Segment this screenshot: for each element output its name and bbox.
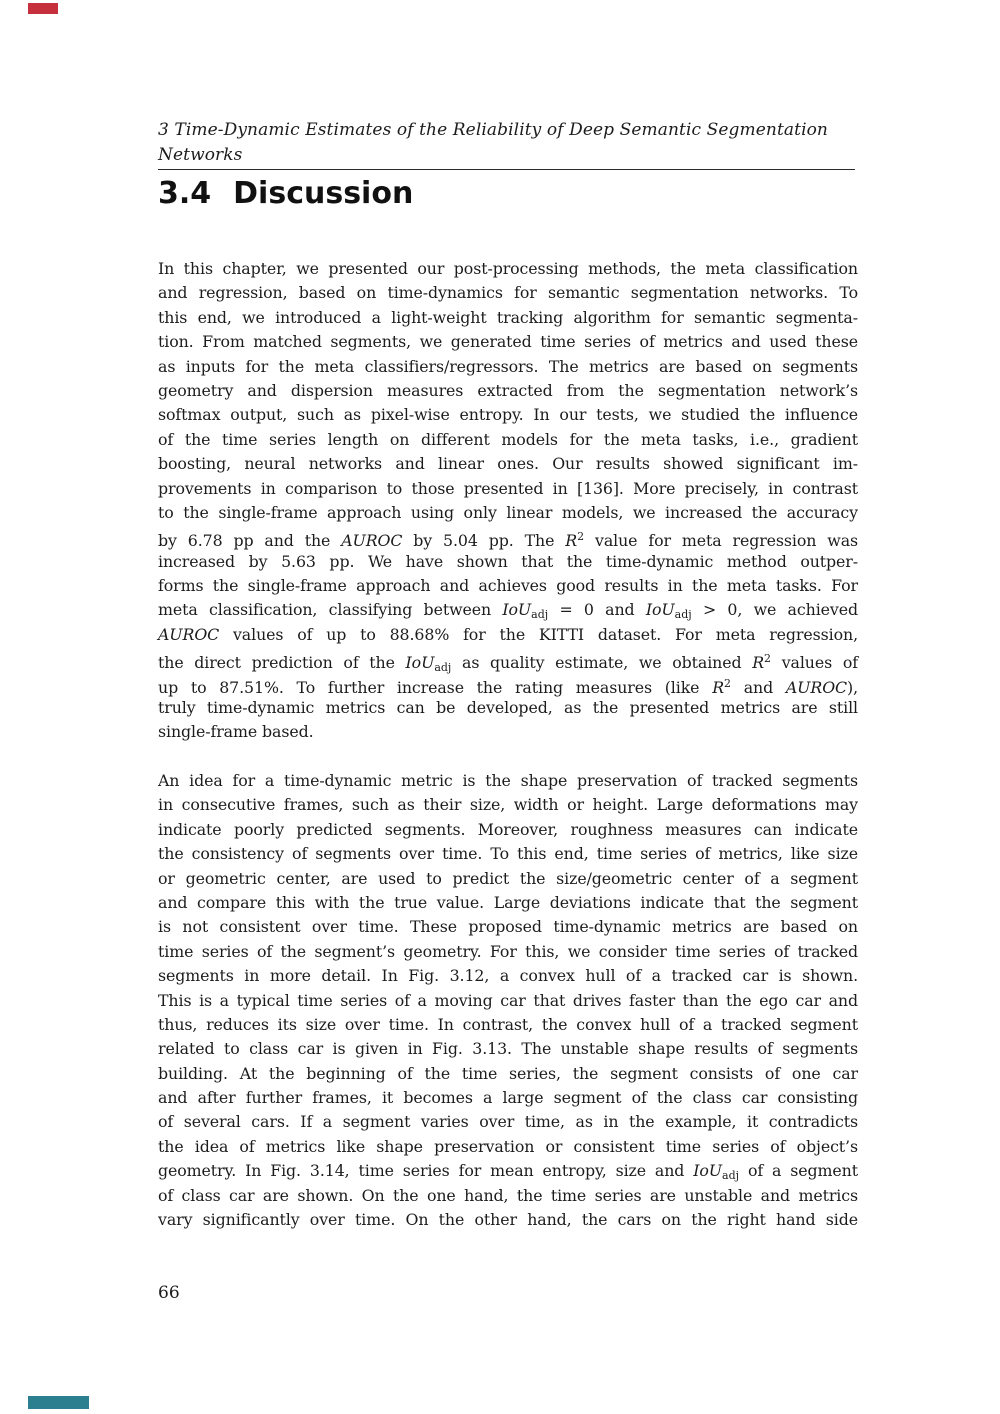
text-line: geometry. In Fig. 3.14, time series for mean entropy, size and IoUadj of a segment (158, 1161, 858, 1183)
text-line: is not consistent over time. These proposed time-dynamic metrics are based on (158, 917, 858, 937)
text-line: segments in more detail. In Fig. 3.12, a convex hull of a tracked car is shown. (158, 966, 858, 986)
math-run: AUROC (341, 531, 403, 551)
math-run: IoU (693, 1161, 723, 1181)
text-line: the direct prediction of the IoUadj as quality estimate, we obtained $R^2$ values of (158, 652, 858, 675)
text-line: time series of the segment’s geometry. For this, we consider time series of tracked (158, 941, 858, 961)
bottom-left-teal-marker (28, 1396, 89, 1409)
text-line: provements in comparison to those presented in [136]. More precisely, in contrast (158, 478, 858, 498)
text-line: This is a typical time series of a moving car that drives faster than the ego car and (158, 990, 858, 1010)
text-line: by 6.78 pp and the AUROC by 5.04 pp. The $R^2$ value for meta regression was (158, 530, 859, 551)
text-line: forms the single-frame approach and achieves good results in the meta tasks. For (158, 576, 858, 596)
math-run: 2 (577, 530, 585, 544)
math-run: AUROC (158, 624, 220, 644)
text-line: the consistency of segments over time. To this end, time series of metrics, like size (158, 844, 858, 864)
text-line: indicate poorly predicted segments. Moreover, roughness measures can indicate (158, 819, 858, 839)
math-run: 2 (723, 676, 731, 690)
running-header-line1: 3 Time-Dynamic Estimates of the Reliability of Deep Semantic Segmentation (158, 120, 828, 140)
math-run: AUROC (785, 677, 848, 697)
text-line: related to class car is given in Fig. 3.13. The unstable shape results of segments (158, 1039, 858, 1059)
text-line: or geometric center, are used to predict the size/geometric center of a segment (158, 868, 858, 888)
text-line: up to 87.51%. To further increase the rating measures (like $R^2$ and AUROC), (158, 676, 859, 697)
text-line: in consecutive frames, such as their size, width or height. Large deformations may (158, 795, 858, 815)
top-left-red-marker (28, 3, 58, 14)
text-line: geometry and dispersion measures extracted from the segmentation network’s (158, 380, 858, 400)
text-line: the idea of metrics like shape preservation or consistent time series of object’s (158, 1136, 858, 1156)
running-header (158, 118, 855, 170)
text-line: thus, reduces its size over time. In contrast, the convex hull of a tracked segment (158, 1014, 858, 1034)
text-line: softmax output, such as pixel-wise entropy. In our tests, we studied the influence (158, 405, 858, 425)
text-line: as inputs for the meta classifiers/regressors. The metrics are based on segments (158, 356, 858, 376)
math-run: adj (674, 608, 692, 622)
text-line: and compare this with the true value. Large deviations indicate that the segment (158, 892, 858, 912)
paragraph-1 (158, 257, 858, 745)
text-line: tion. From matched segments, we generated time series of metrics and used these (158, 332, 858, 352)
text-line: increased by 5.63 pp. We have shown that the time-dynamic method outper- (158, 551, 858, 571)
section-number: 3.4 (158, 176, 212, 211)
text-line: of the time series length on different models for the meta tasks, i.e., gradient (158, 429, 858, 449)
text-line: and after further frames, it becomes a large segment of the class car consisting (158, 1088, 858, 1108)
section-title: Discussion (233, 176, 414, 211)
math-run: R (752, 653, 765, 673)
section-heading (158, 177, 858, 211)
math-run: 2 (764, 652, 772, 666)
text-line: this end, we introduced a light-weight tracking algorithm for semantic segmenta- (158, 307, 858, 327)
math-run: adj (434, 661, 452, 675)
text-line: An idea for a time-dynamic metric is the shape preservation of tracked segments (158, 771, 858, 790)
text-line: of class car are shown. On the one hand, the time series are unstable and metrics (158, 1185, 858, 1205)
running-header-line2: Networks (158, 144, 243, 165)
text-line: boosting, neural networks and linear ones. Our results showed significant im- (158, 454, 858, 474)
paragraph-2 (158, 769, 858, 1232)
text-line: AUROC values of up to 88.68% for the KITTI dataset. For meta regression, (158, 624, 858, 644)
text-line: truly time-dynamic metrics can be developed, as the presented metrics are still (158, 698, 858, 718)
text-line: vary significantly over time. On the other hand, the cars on the right hand side (158, 1210, 858, 1230)
text-line: and regression, based on time-dynamics for semantic segmentation networks. To (158, 283, 858, 303)
page-number: 66 (158, 1283, 180, 1303)
text-line: single-frame based. (158, 722, 314, 742)
math-run: adj (722, 1169, 740, 1183)
math-run: IoU (405, 653, 435, 673)
text-line: of several cars. If a segment varies over time, as in the example, it contradicts (158, 1112, 858, 1132)
math-run: R (712, 677, 724, 697)
math-run: R (565, 531, 578, 551)
math-run: IoU (502, 600, 532, 620)
text-line: meta classification, classifying between IoUadj = 0 and IoUadj > 0, we achieved (158, 600, 858, 622)
math-run: adj (531, 608, 549, 622)
text-line: to the single-frame approach using only linear models, we increased the accuracy (158, 502, 858, 522)
text-line: In this chapter, we presented our post-processing methods, the meta classification (158, 259, 858, 278)
text-line: building. At the beginning of the time series, the segment consists of one car (158, 1063, 858, 1083)
math-run: IoU (645, 600, 675, 620)
